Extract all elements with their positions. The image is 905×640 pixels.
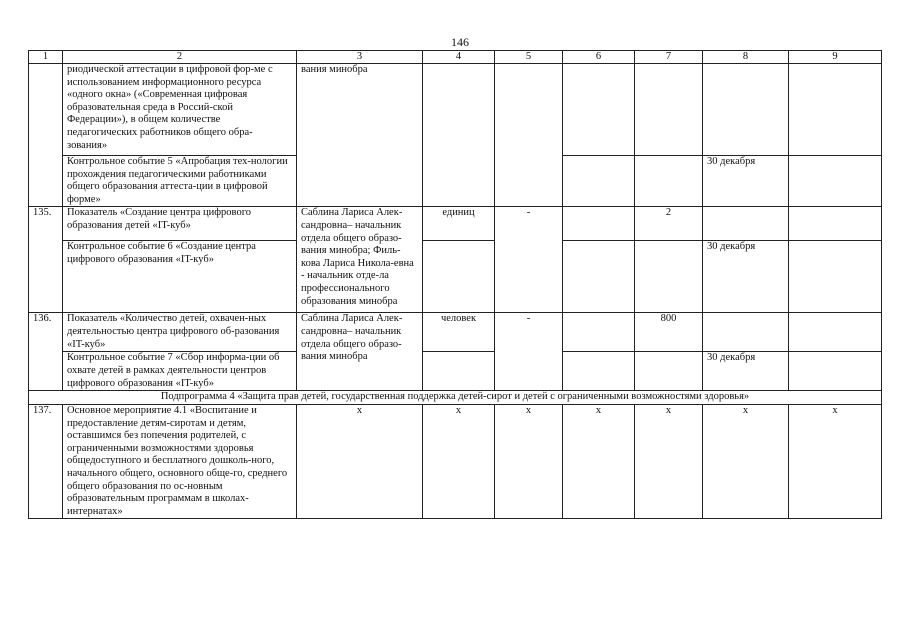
indicator-text: Показатель «Создание центра цифрового образования детей «IT-куб» — [63, 207, 297, 241]
cell — [423, 352, 495, 391]
responsible-cell: вания минобра — [297, 64, 423, 207]
cell — [789, 207, 882, 241]
number-cell — [29, 64, 63, 207]
indicator-text: Показатель «Количество детей, охвачен-ных деятельностью центра цифрового об-разования «IT-куб» — [63, 313, 297, 352]
unit-cell: человек — [423, 313, 495, 352]
cell — [635, 352, 703, 391]
mark-cell: x — [635, 404, 703, 518]
value-cell: 800 — [635, 313, 703, 352]
cell — [789, 64, 882, 156]
row-number: 135. — [29, 207, 63, 313]
cell — [563, 64, 635, 156]
header-row — [29, 51, 882, 64]
cell — [423, 241, 495, 313]
table-row — [29, 352, 882, 391]
subprogram-title: Подпрограмма 4 «Защита прав детей, государственная поддержка детей-сирот и детей с ограниченными возможностями здоровья» — [29, 391, 882, 405]
base-cell: - — [495, 207, 563, 313]
event-7-text: Контрольное событие 7 «Сбор информа-ции об охвате детей в рамках деятельности центров цифрового образования «IT-куб» — [63, 352, 297, 391]
cell — [703, 207, 789, 241]
header-cell: 5 — [495, 51, 563, 64]
header-cell: 4 — [423, 51, 495, 64]
base-cell: - — [495, 313, 563, 391]
subprogram-row — [29, 391, 882, 405]
plan-table — [28, 50, 882, 519]
cell — [703, 64, 789, 156]
header-cell: 8 — [703, 51, 789, 64]
cell — [789, 241, 882, 313]
cell — [789, 313, 882, 352]
unit-cell — [423, 64, 495, 207]
cell — [635, 156, 703, 207]
table-row — [29, 313, 882, 352]
row-number: 137. — [29, 404, 63, 518]
continuation-text: риодической аттестации в цифровой фор-ме с использованием информационного ресурса «одного окна» («Современная цифровая образовательная среда в Россий-ской Федерации»), в общем количестве педагогических работников общего обра-зования» — [63, 64, 297, 156]
table-row — [29, 207, 882, 241]
cell — [563, 207, 635, 241]
event-7-date: 30 декабря — [703, 352, 789, 391]
mark-cell: x — [563, 404, 635, 518]
base-cell — [495, 64, 563, 207]
header-cell: 2 — [63, 51, 297, 64]
mark-cell: x — [789, 404, 882, 518]
event-5-text: Контрольное событие 5 «Апробация тех-нологии прохождения педагогическими работниками общего образования аттеста-ции в цифровой форме» — [63, 156, 297, 207]
cell — [563, 352, 635, 391]
header-cell: 6 — [563, 51, 635, 64]
cell — [789, 156, 882, 207]
cell — [563, 156, 635, 207]
header-cell: 3 — [297, 51, 423, 64]
header-cell: 9 — [789, 51, 882, 64]
cell — [563, 241, 635, 313]
unit-cell: единиц — [423, 207, 495, 241]
responsible-cell: Саблина Лариса Алек-сандровна– начальник отдела общего образо-вания минобра — [297, 313, 423, 391]
table-row — [29, 64, 882, 156]
cell — [703, 313, 789, 352]
page-number: 146 — [451, 35, 469, 49]
responsible-cell: Саблина Лариса Алек-сандровна– начальник отдела общего образо-вания минобра; Филь-кова Лариса Никола-евна - начальник отде-ла профессионального образования минобра — [297, 207, 423, 313]
row-number: 136. — [29, 313, 63, 391]
cell — [789, 352, 882, 391]
header-cell: 1 — [29, 51, 63, 64]
mark-cell: x — [297, 404, 423, 518]
measure-text: Основное мероприятие 4.1 «Воспитание и предоставление детям-сиротам и детям, оставшимся без попечения родителей, с ограниченными возможностями здоровья общедоступного и бесплатного дошколь-ного, начального общего, основного обще-го, среднего общего образования по ос-новным образовательным программам в школах-интернатах» — [63, 404, 297, 518]
cell — [635, 241, 703, 313]
cell — [563, 313, 635, 352]
event-6-date: 30 декабря — [703, 241, 789, 313]
event-6-text: Контрольное событие 6 «Создание центра цифрового образования «IT-куб» — [63, 241, 297, 313]
table-row — [29, 241, 882, 313]
mark-cell: x — [495, 404, 563, 518]
value-cell: 2 — [635, 207, 703, 241]
table-row — [29, 404, 882, 518]
event-5-date: 30 декабря — [703, 156, 789, 207]
header-cell: 7 — [635, 51, 703, 64]
cell — [635, 64, 703, 156]
mark-cell: x — [703, 404, 789, 518]
mark-cell: x — [423, 404, 495, 518]
